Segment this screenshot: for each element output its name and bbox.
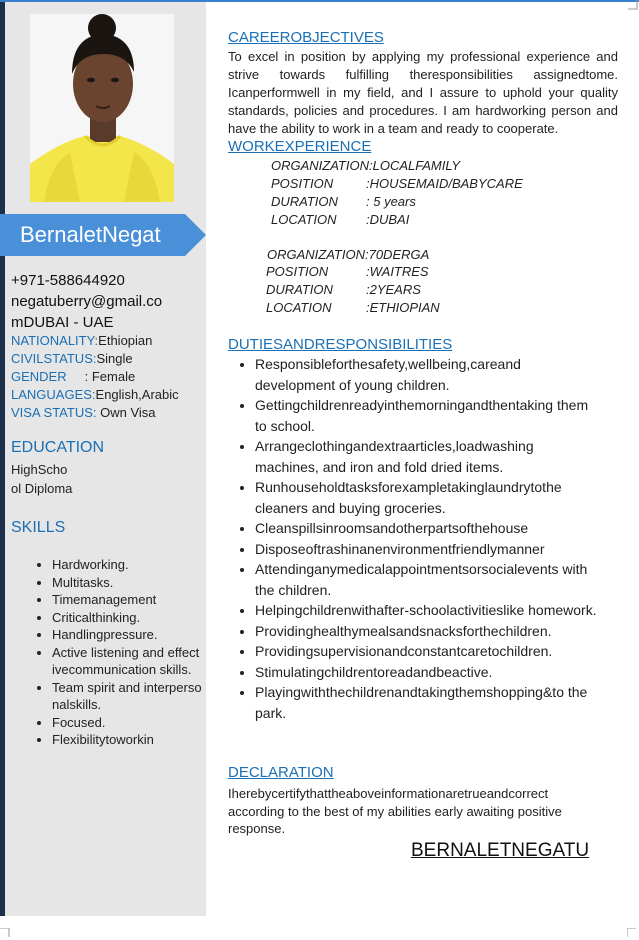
skill-item: • Handlingpressure. <box>52 626 202 644</box>
duty-item: • Gettingchildrenreadyinthemorningandthentaking them to school. <box>255 395 600 436</box>
skill-item: • Active listening and effectivecommunication skills. <box>52 644 202 679</box>
job1-location: LOCATION <box>271 212 337 227</box>
education-heading: EDUCATION <box>11 439 105 456</box>
detail-gender: GENDER : Female <box>11 369 136 384</box>
job2-position: POSITION <box>266 264 329 279</box>
skills-list <box>32 556 202 749</box>
page-corner-mark <box>628 0 638 10</box>
detail-nationality: NATIONALITY:Ethiopian <box>11 333 153 348</box>
job2-organization: ORGANIZATION:70DERGA <box>267 247 430 262</box>
career-objectives-text: To excel in position by applying my professional experience and strive towards fulfilling theresponsibilities assignedtome. Icanperformwell in my field, and I assure to uphold your quality standards, policies and procedures. I am hardworking person and have the ability to work in a team and ready to cooperate. <box>228 49 618 136</box>
duty-item: • Attendinganymedicalappointmentsorsocialevents with the children. <box>255 559 600 600</box>
duties-heading: DUTIESANDRESPONSIBILITIES <box>228 336 453 353</box>
job2-duration: DURATION <box>266 282 333 297</box>
job1-duration-value: : 5 years <box>366 194 416 209</box>
job1-position: POSITION <box>271 176 334 191</box>
declaration-heading: DECLARATION <box>228 764 334 781</box>
page-corner-mark <box>0 928 10 938</box>
duties-list <box>236 354 600 723</box>
duty-item: • Responsibleforthesafety,wellbeing,careand development of young children. <box>255 354 600 395</box>
skill-item: • Criticalthinking. <box>52 609 202 627</box>
duty-item: • Stimulatingchildrentoreadandbeactive. <box>255 662 600 683</box>
profile-photo <box>30 14 174 202</box>
job1-location-value: :DUBAI <box>366 212 410 227</box>
sidebar-edge-bar <box>0 2 5 916</box>
duty-item: • Arrangeclothingandextraarticles,loadwashing machines, and iron and fold dried items. <box>255 436 600 477</box>
duty-item: • Providingsupervisionandconstantcaretochildren. <box>255 641 600 662</box>
duty-item: • Helpingchildrenwithafter-schoolactivitieslike homework. <box>255 600 600 621</box>
skill-item: • Flexibilitytoworkin <box>52 731 202 749</box>
job2-duration-value: :2YEARS <box>366 282 421 297</box>
job2-location-value: :ETHIOPIAN <box>366 300 440 315</box>
skill-item: • Hardworking. <box>52 556 202 574</box>
candidate-name: BernaletNegat <box>20 222 161 247</box>
detail-visa-status: VISA STATUS: Own Visa <box>11 405 156 420</box>
education-line-2: ol Diploma <box>11 481 73 496</box>
work-experience-heading: WORKEXPERIENCE <box>228 138 372 155</box>
email-address: negatuberry@gmail.co <box>11 293 163 310</box>
duty-item: • Providinghealthymealsandsnacksforthechildren. <box>255 621 600 642</box>
job1-duration: DURATION <box>271 194 338 209</box>
detail-civil-status: CIVILSTATUS:Single <box>11 351 133 366</box>
declaration-text: Iherebycertifythattheaboveinformationaretrueandcorrect according to the best of my abilities early awaiting positive response. <box>228 786 562 836</box>
email-address-location: mDUBAI - UAE <box>11 314 114 331</box>
phone-number: +971-588644920 <box>11 272 125 289</box>
signature-name: BERNALETNEGATU <box>411 840 590 861</box>
skill-item: • Team spirit and interpersonalskills. <box>52 679 202 714</box>
detail-languages: LANGUAGES:English,Arabic <box>11 387 179 402</box>
skill-item: • Focused. <box>52 714 202 732</box>
job1-position-value: :HOUSEMAID/BABYCARE <box>366 176 523 191</box>
job1-organization: ORGANIZATION:LOCALFAMILY <box>271 158 461 173</box>
career-objectives-heading: CAREEROBJECTIVES <box>228 29 384 46</box>
duty-item: • Playingwiththechildrenandtakingthemshopping&to the park. <box>255 682 600 723</box>
page-corner-mark <box>627 928 637 938</box>
job2-location: LOCATION <box>266 300 332 315</box>
duty-item: • Cleanspillsinroomsandotherpartsofthehouse <box>255 518 600 539</box>
job2-position-value: :WAITRES <box>366 264 429 279</box>
skills-heading: SKILLS <box>11 519 66 536</box>
education-line-1: HighScho <box>11 462 68 477</box>
duty-item: • Disposeoftrashinanenvironmentfriendlymanner <box>255 539 600 560</box>
skill-item: • Multitasks. <box>52 574 202 592</box>
skill-item: • Timemanagement <box>52 591 202 609</box>
duty-item: • Runhouseholdtasksforexampletakinglaundrytothe cleaners and buying groceries. <box>255 477 600 518</box>
